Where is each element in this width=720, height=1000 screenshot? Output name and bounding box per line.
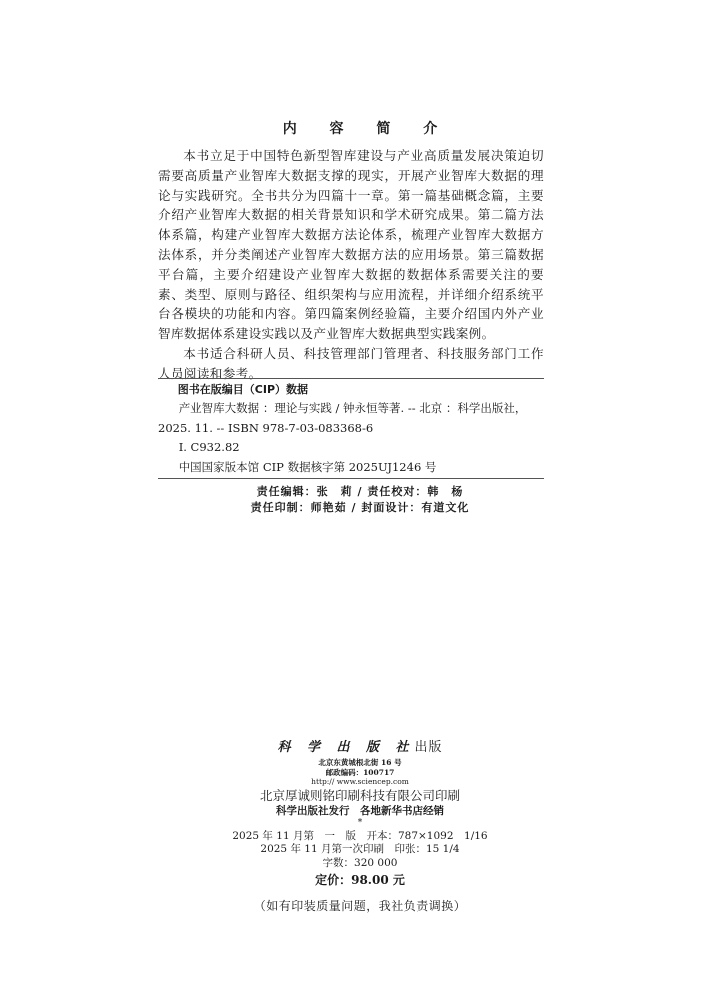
distribution-info: 科学出版社发行 各地新华书店经销 <box>276 804 444 817</box>
publisher-address: 北京东黄城根北街 16 号 <box>318 758 402 767</box>
cip-classification: Ⅰ. C932.82 <box>178 440 240 455</box>
cip-verification: 中国国家版本馆 CIP 数据核字第 2025UJ1246 号 <box>178 459 437 474</box>
publication-info <box>0 736 720 916</box>
editor-credits-line-2: 责任印制：师艳茹 / 封面设计：有道文化 <box>250 501 470 514</box>
edition-line: 2025 年 11 月第 一 版 开本：787×1092 1/16 <box>232 829 488 842</box>
page-title: 内 容 简 介 <box>282 121 452 137</box>
editor-credits-line-1: 责任编辑：张 莉 / 责任校对：韩 杨 <box>256 485 464 498</box>
summary-paragraph-1: 本书立足于中国特色新型智库建设与产业高质量发展决策迫切需要高质量产业智库大数据支撑的现实，开展产业智库大数据的理论与实践研究。全书共分为四篇十一章。第一篇基础概念篇，主要介绍产业智库大数据的相关背景知识和学术研究成果。第二篇方法体系篇，构建产业智库大数据方法论体系，梳理产业智库大数据方法体系，并分类阐述产业智库大数据方法的应用场景。第三篇数据平台篇，主要介绍建设产业智库大数据的数据体系需要关注的要素、类型、原则与路径、组织架构与应用流程，并详细介绍系统平台各模块的功能和内容。第四篇案例经验篇，主要介绍国内外产业智库数据体系建设实践以及产业智库大数据典型实践案例。 <box>158 148 544 342</box>
price: 定价：98.00 元 <box>315 873 405 887</box>
publisher-suffix: 出版 <box>414 740 443 755</box>
cip-top-divider <box>158 378 544 379</box>
printer-name: 北京厚诚则铭印刷科技有限公司印刷 <box>259 787 460 803</box>
editorial-credits <box>0 484 720 516</box>
cip-heading: 图书在版编目（CIP）数据 <box>177 383 309 396</box>
cip-record-line-2: 2025. 11. -- ISBN 978-7-03-083368-6 <box>158 420 374 435</box>
cip-block <box>158 380 544 477</box>
cip-record-line-1: 产业智库大数据 ：理论与实践 / 钟永恒等著. -- 北京 ：科学出版社， <box>178 401 527 416</box>
printing-line: 2025 年 11 月第一次印刷 印张：15 1/4 <box>260 843 460 855</box>
word-count: 字数：320 000 <box>322 856 398 869</box>
separator-asterisk: * <box>357 817 363 828</box>
content-summary <box>158 146 544 384</box>
publisher-name <box>0 736 720 755</box>
quality-notice: （如有印装质量问题，我社负责调换） <box>253 899 467 913</box>
summary-paragraph-2: 本书适合科研人员、科技管理部门管理者、科技服务部门工作人员阅读和参考。 <box>158 345 544 381</box>
publisher-postcode: 邮政编码：100717 <box>325 767 395 777</box>
cip-bottom-divider <box>158 478 544 479</box>
publisher-website: http:// www.sciencep.com <box>311 777 409 786</box>
publisher-logo-text: 科 学 出 版 社 <box>277 740 415 755</box>
